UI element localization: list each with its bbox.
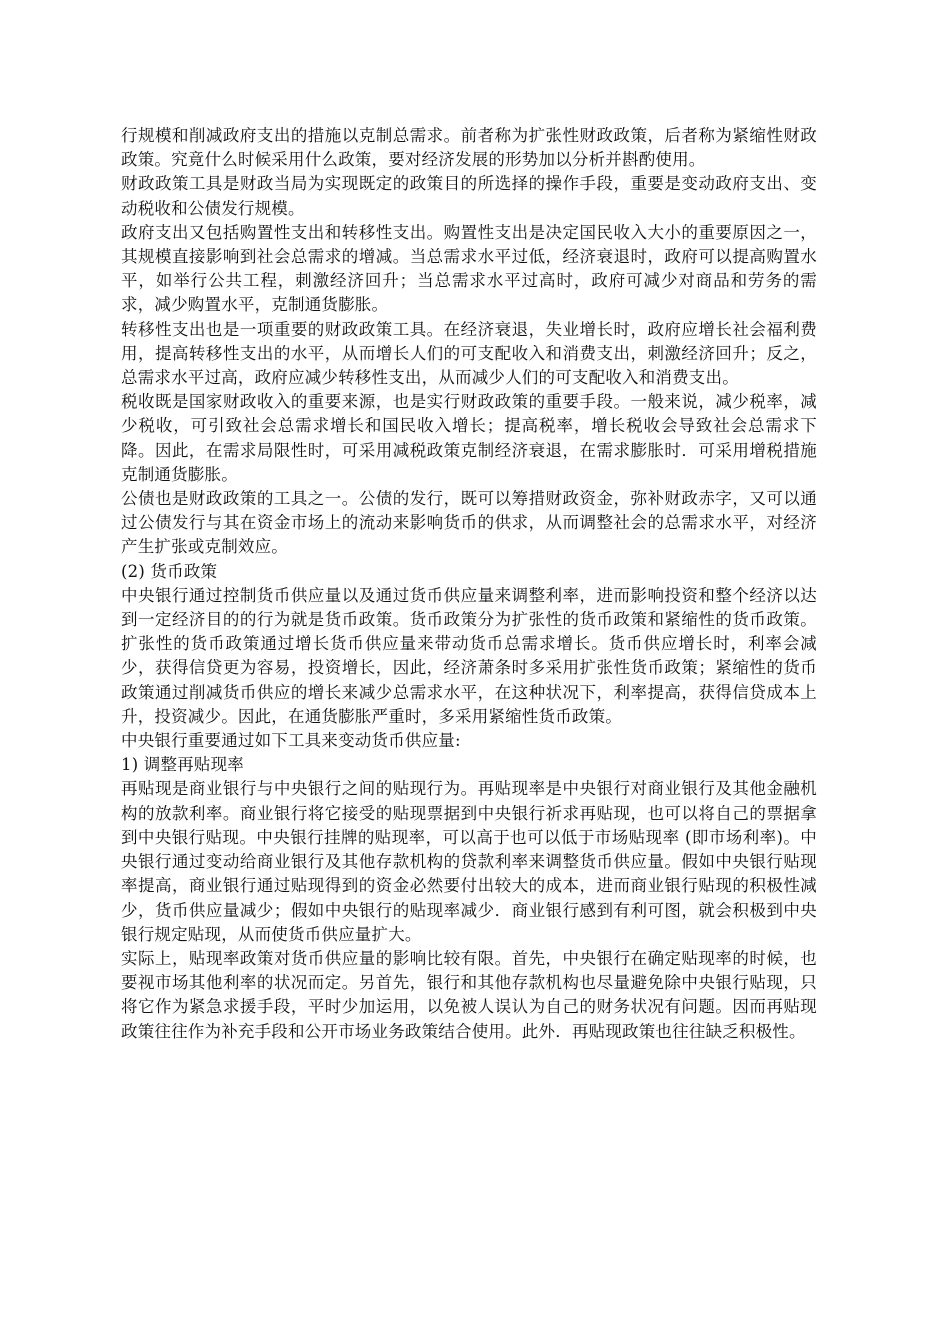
paragraph-monetary-policy: 中央银行通过控制货币供应量以及通过货币供应量来调整利率，进而影响投资和整个经济以达到一定经济目的的行为就是货币政策。货币政策分为扩张性的货币政策和紧缩性的货币政策。扩张性的货币政策通过增长货币供应量来带动货币总需求增长。货币供应增长时，利率会减少，获得信贷更为容易，投资增长，因此，经济萧条时多采用扩张性货币政策；紧缩性的货币政策通过削减货币供应的增长来减少总需求水平，在这种状况下，利率提高，获得信贷成本上升，投资减少。因此，在通货膨胀严重时，多采用紧缩性货币政策。: [121, 585, 817, 726]
section-heading-monetary-policy: (2) 货币政策: [121, 561, 218, 581]
paragraph-monetary-tools-intro: 中央银行重要通过如下工具来变动货币供应量:: [121, 731, 461, 751]
paragraph-rediscount-limits: 实际上，贴现率政策对货币供应量的影响比较有限。首先，中央银行在确定贴现率的时候，也要视市场其他利率的状况而定。另首先，银行和其他存款机构也尽量避免除中央银行贴现，只将它作为紧急求援手段，平时少加运用，以免被人误认为自己的财务状况有问题。因而再贴现政策往往作为补充手段和公开市场业务政策结合使用。此外．再贴现政策也往往缺乏积极性。: [121, 948, 817, 1041]
paragraph-fiscal-policy-types: 行规模和削减政府支出的措施以克制总需求。前者称为扩张性财政政策，后者称为紧缩性财政政策。究竟什么时候采用什么政策，要对经济发展的形势加以分析并斟酌使用。: [121, 126, 817, 170]
subheading-rediscount-rate: 1) 调整再贴现率: [121, 755, 244, 775]
document-body: [121, 124, 817, 1044]
paragraph-transfer-spending: 转移性支出也是一项重要的财政政策工具。在经济衰退，失业增长时，政府应增长社会福利费用，提高转移性支出的水平，从而增长人们的可支配收入和消费支出，刺激经济回升；反之，总需求水平过高，政府应减少转移性支出，从而减少人们的可支配收入和消费支出。: [121, 319, 817, 388]
paragraph-taxation: 税收既是国家财政收入的重要来源，也是实行财政政策的重要手段。一般来说，减少税率，减少税收，可引致社会总需求增长和国民收入增长；提高税率，增长税收会导致社会总需求下降。因此，在需求局限性时，可采用减税政策克制经济衰退，在需求膨胀时．可采用增税措施克制通货膨胀。: [121, 392, 817, 484]
paragraph-rediscount: 再贴现是商业银行与中央银行之间的贴现行为。再贴现率是中央银行对商业银行及其他金融机构的放款利率。商业银行将它接受的贴现票据到中央银行祈求再贴现，也可以将自己的票据拿到中央银行贴现。中央银行挂牌的贴现率，可以高于也可以低于市场贴现率 (即市场利率)。中央银行通过变动给商业银行及其他存款机构的贷款利率来调整货币供应量。假如中央银行贴现率提高，商业银行通过贴现得到的资金必然要付出较大的成本，进而商业银行贴现的积极性减少，货币供应量减少；假如中央银行的贴现率减少．商业银行感到有利可图，就会积极到中央银行规定贴现，从而使货币供应量扩大。: [121, 779, 817, 944]
paragraph-government-spending: 政府支出又包括购置性支出和转移性支出。购置性支出是决定国民收入大小的重要原因之一，其规模直接影响到社会总需求的增减。当总需求水平过低，经济衰退时，政府可以提高购置水平，如举行公共工程，刺激经济回升；当总需求水平过高时，政府可减少对商品和劳务的需求，减少购置水平，克制通货膨胀。: [121, 222, 817, 315]
paragraph-fiscal-policy-tools: 财政政策工具是财政当局为实现既定的政策目的所选择的操作手段，重要是变动政府支出、变动税收和公债发行规模。: [121, 174, 817, 218]
paragraph-public-debt: 公债也是财政政策的工具之一。公债的发行，既可以筹措财政资金，弥补财政赤字，又可以通过公债发行与其在资金市场上的流动来影响货币的供求，从而调整社会的总需求水平，对经济产生扩张或克制效应。: [121, 489, 817, 557]
